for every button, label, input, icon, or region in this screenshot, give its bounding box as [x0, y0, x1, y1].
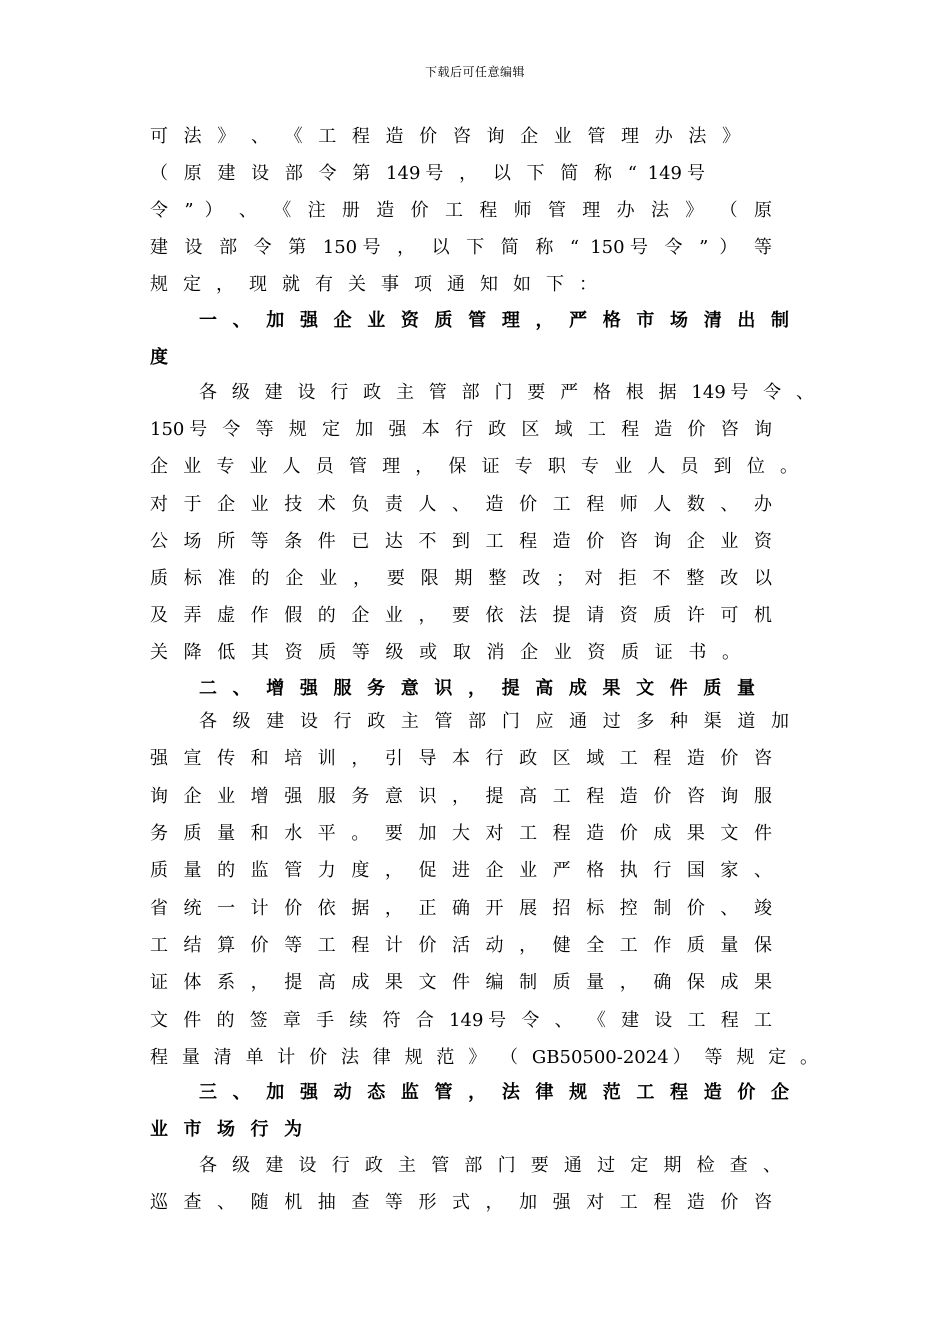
text-line: 程 量 清 单 计 价 法 律 规 范 》 （ GB50500-2024） 等 规 定 。: [150, 1047, 818, 1068]
section-heading: 度: [150, 347, 168, 368]
text-line: 文 件 的 签 章 手 续 符 合 149号 令 、 《 建 设 工 程 工: [150, 1010, 772, 1031]
text-line: 建 设 部 令 第 150号 ， 以 下 简 称 “ 150号 令 ” ） 等: [150, 237, 772, 258]
text-line: 各 级 建 设 行 政 主 管 部 门 要 严 格 根 据 149号 令 、: [199, 382, 814, 403]
text-line: 关 降 低 其 资 质 等 级 或 取 消 企 业 资 质 证 书 。: [150, 642, 740, 663]
text-line: 150号 令 等 规 定 加 强 本 行 政 区 域 工 程 造 价 咨 询: [150, 419, 772, 440]
text-line: 质 标 准 的 企 业 ， 要 限 期 整 改 ； 对 拒 不 整 改 以: [150, 568, 772, 589]
text-line: 企 业 专 业 人 员 管 理 ， 保 证 专 职 专 业 人 员 到 位 。: [150, 456, 798, 477]
section-heading: 业 市 场 行 为: [150, 1119, 302, 1140]
text-line: 公 场 所 等 条 件 已 达 不 到 工 程 造 价 咨 询 企 业 资: [150, 531, 772, 552]
text-line: 强 宣 传 和 培 训 ， 引 导 本 行 政 区 域 工 程 造 价 咨: [150, 748, 772, 769]
text-line: （ 原 建 设 部 令 第 149号 ， 以 下 简 称 “ 149号: [150, 163, 705, 184]
page-header: 下载后可任意编辑: [424, 65, 525, 79]
text-line: 巡 查 、 随 机 抽 查 等 形 式 ， 加 强 对 工 程 造 价 咨: [150, 1192, 772, 1213]
text-line: 证 体 系 ， 提 高 成 果 文 件 编 制 质 量 ， 确 保 成 果: [150, 972, 772, 993]
text-line: 询 企 业 增 强 服 务 意 识 ， 提 高 工 程 造 价 咨 询 服: [150, 786, 772, 807]
section-heading: 一 、 加 强 企 业 资 质 管 理 ， 严 格 市 场 清 出 制: [199, 310, 789, 331]
section-heading: 二 、 增 强 服 务 意 识 ， 提 高 成 果 文 件 质 量: [199, 678, 755, 699]
text-line: 工 结 算 价 等 工 程 计 价 活 动 ， 健 全 工 作 质 量 保: [150, 935, 772, 956]
text-line: 对 于 企 业 技 术 负 责 人 、 造 价 工 程 师 人 数 、 办: [150, 494, 772, 515]
text-line: 省 统 一 计 价 依 据 ， 正 确 开 展 招 标 控 制 价 、 竣: [150, 898, 772, 919]
text-line: 各 级 建 设 行 政 主 管 部 门 应 通 过 多 种 渠 道 加: [199, 711, 789, 732]
text-line: 质 量 的 监 管 力 度 ， 促 进 企 业 严 格 执 行 国 家 、: [150, 860, 772, 881]
text-line: 及 弄 虚 作 假 的 企 业 ， 要 依 法 提 请 资 质 许 可 机: [150, 605, 772, 626]
section-heading: 三 、 加 强 动 态 监 管 ， 法 律 规 范 工 程 造 价 企: [199, 1082, 789, 1103]
text-line: 务 质 量 和 水 平 。 要 加 大 对 工 程 造 价 成 果 文 件: [150, 823, 772, 844]
text-line: 可 法 》 、 《 工 程 造 价 咨 询 企 业 管 理 办 法 》: [150, 126, 740, 147]
text-line: 各 级 建 设 行 政 主 管 部 门 要 通 过 定 期 检 查 、: [199, 1155, 781, 1176]
text-line: 令 ” ） 、 《 注 册 造 价 工 程 师 管 理 办 法 》 （ 原: [150, 200, 772, 221]
text-line: 规 定 ， 现 就 有 关 事 项 通 知 如 下 ：: [150, 274, 597, 295]
